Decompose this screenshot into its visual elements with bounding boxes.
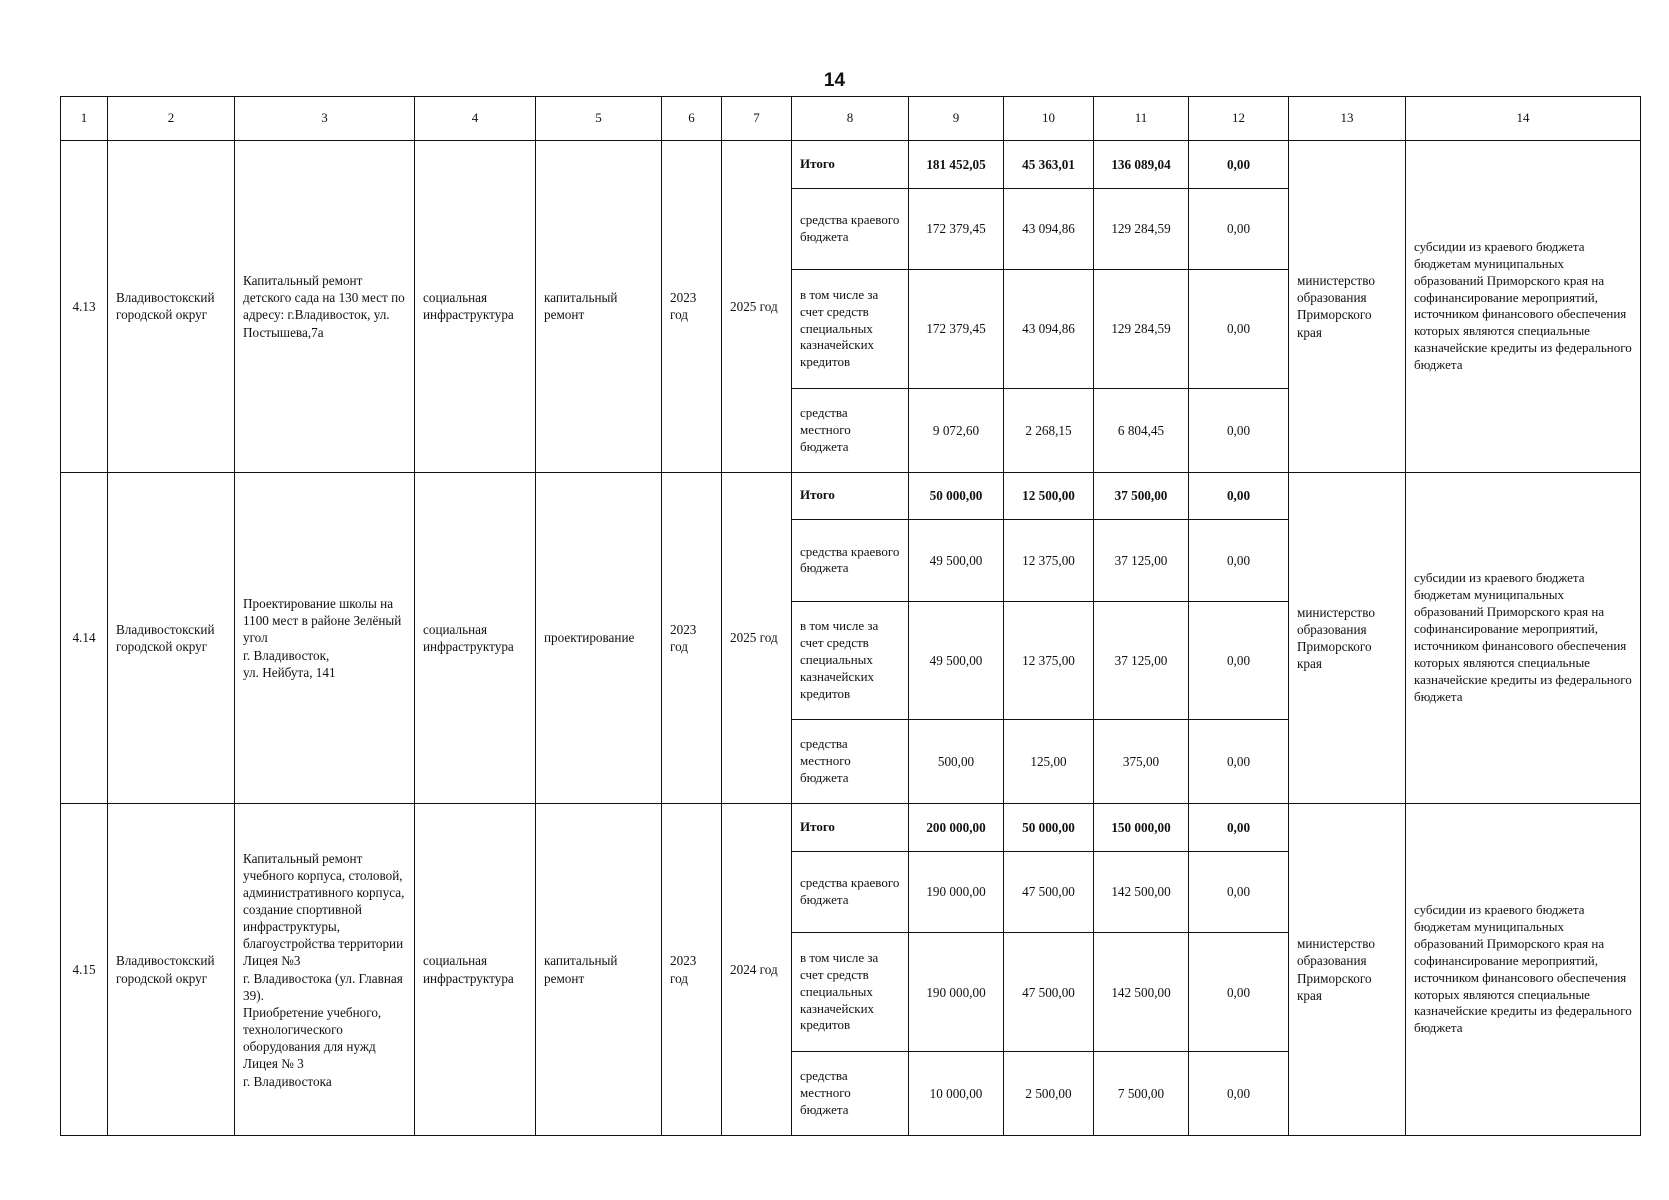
table-header-row [61, 97, 1641, 141]
amount-col10-cell: 43 094,86 [1004, 270, 1094, 388]
amount-col11-cell: 375,00 [1094, 720, 1189, 804]
amount-col9-cell: 172 379,45 [909, 270, 1004, 388]
funding-source-cell: средства местного бюджета [792, 1051, 909, 1135]
amount-col11-cell: 37 125,00 [1094, 601, 1189, 719]
column-header: 12 [1189, 97, 1289, 141]
amount-col9-cell: 50 000,00 [909, 472, 1004, 519]
record-number: 4.14 [61, 472, 108, 804]
amount-col11-cell: 37 500,00 [1094, 472, 1189, 519]
amount-col10-cell: 12 500,00 [1004, 472, 1094, 519]
amount-col12-cell: 0,00 [1189, 851, 1289, 933]
funding-source-cell: Итого [792, 141, 909, 188]
amount-col11-cell: 129 284,59 [1094, 188, 1189, 270]
column-header: 11 [1094, 97, 1189, 141]
amount-col11-cell: 142 500,00 [1094, 851, 1189, 933]
amount-col12-cell: 0,00 [1189, 188, 1289, 270]
column-header: 8 [792, 97, 909, 141]
responsible-cell: министерство образования Приморского края [1289, 804, 1406, 1136]
column-header: 6 [662, 97, 722, 141]
amount-col11-cell: 142 500,00 [1094, 933, 1189, 1051]
funding-source-cell: Итого [792, 472, 909, 519]
notes-cell: субсидии из краевого бюджета бюджетам муниципальных образований Приморского края на софинансирование мероприятий, источником финансового обеспечения которых являются специальные казначейские кредиты из федерального бюджета [1406, 804, 1641, 1136]
column-header: 14 [1406, 97, 1641, 141]
amount-col9-cell: 9 072,60 [909, 388, 1004, 472]
amount-col9-cell: 10 000,00 [909, 1051, 1004, 1135]
start-year-cell: 2023 год [662, 141, 722, 473]
column-header: 1 [61, 97, 108, 141]
amount-col10-cell: 45 363,01 [1004, 141, 1094, 188]
funding-source-cell: средства краевого бюджета [792, 188, 909, 270]
funding-source-cell: средства краевого бюджета [792, 851, 909, 933]
municipality-cell: Владивостокский городской округ [108, 472, 235, 804]
amount-col12-cell: 0,00 [1189, 720, 1289, 804]
direction-cell: социальная инфраструктура [415, 804, 536, 1136]
column-header: 10 [1004, 97, 1094, 141]
column-header: 3 [235, 97, 415, 141]
work-type-cell: капитальный ремонт [536, 804, 662, 1136]
responsible-cell: министерство образования Приморского края [1289, 472, 1406, 804]
amount-col10-cell: 50 000,00 [1004, 804, 1094, 851]
column-header: 9 [909, 97, 1004, 141]
amount-col12-cell: 0,00 [1189, 141, 1289, 188]
funding-source-cell: в том числе за счет средств специальных казначейских кредитов [792, 270, 909, 388]
amount-col12-cell: 0,00 [1189, 601, 1289, 719]
work-type-cell: проектирование [536, 472, 662, 804]
notes-cell: субсидии из краевого бюджета бюджетам муниципальных образований Приморского края на софинансирование мероприятий, источником финансового обеспечения которых являются специальные казначейские кредиты из федерального бюджета [1406, 472, 1641, 804]
record-number: 4.13 [61, 141, 108, 473]
amount-col9-cell: 49 500,00 [909, 520, 1004, 602]
amount-col9-cell: 172 379,45 [909, 188, 1004, 270]
record-number: 4.15 [61, 804, 108, 1136]
amount-col10-cell: 2 500,00 [1004, 1051, 1094, 1135]
funding-source-cell: в том числе за счет средств специальных казначейских кредитов [792, 933, 909, 1051]
end-year-cell: 2025 год [722, 472, 792, 804]
column-header: 5 [536, 97, 662, 141]
amount-col9-cell: 190 000,00 [909, 851, 1004, 933]
funding-source-cell: в том числе за счет средств специальных казначейских кредитов [792, 601, 909, 719]
amount-col12-cell: 0,00 [1189, 520, 1289, 602]
amount-col10-cell: 125,00 [1004, 720, 1094, 804]
column-header: 7 [722, 97, 792, 141]
column-header: 2 [108, 97, 235, 141]
end-year-cell: 2025 год [722, 141, 792, 473]
amount-col10-cell: 12 375,00 [1004, 601, 1094, 719]
start-year-cell: 2023 год [662, 804, 722, 1136]
direction-cell: социальная инфраструктура [415, 472, 536, 804]
page-number: 14 [823, 70, 846, 91]
table-row [61, 804, 1641, 851]
municipality-cell: Владивостокский городской округ [108, 804, 235, 1136]
table-row [61, 472, 1641, 519]
notes-cell: субсидии из краевого бюджета бюджетам муниципальных образований Приморского края на софинансирование мероприятий, источником финансового обеспечения которых являются специальные казначейские кредиты из федерального бюджета [1406, 141, 1641, 473]
funding-source-cell: средства местного бюджета [792, 388, 909, 472]
responsible-cell: министерство образования Приморского края [1289, 141, 1406, 473]
work-type-cell: капитальный ремонт [536, 141, 662, 473]
amount-col10-cell: 43 094,86 [1004, 188, 1094, 270]
object-description: Капитальный ремонт детского сада на 130 мест по адресу: г.Владивосток, ул. Постышева,7а [235, 141, 415, 473]
amount-col10-cell: 12 375,00 [1004, 520, 1094, 602]
program-table [60, 96, 1641, 1136]
amount-col9-cell: 190 000,00 [909, 933, 1004, 1051]
amount-col10-cell: 2 268,15 [1004, 388, 1094, 472]
amount-col12-cell: 0,00 [1189, 933, 1289, 1051]
amount-col12-cell: 0,00 [1189, 1051, 1289, 1135]
municipality-cell: Владивостокский городской округ [108, 141, 235, 473]
start-year-cell: 2023 год [662, 472, 722, 804]
amount-col9-cell: 200 000,00 [909, 804, 1004, 851]
funding-source-cell: средства местного бюджета [792, 720, 909, 804]
amount-col11-cell: 129 284,59 [1094, 270, 1189, 388]
funding-source-cell: средства краевого бюджета [792, 520, 909, 602]
funding-source-cell: Итого [792, 804, 909, 851]
direction-cell: социальная инфраструктура [415, 141, 536, 473]
amount-col9-cell: 49 500,00 [909, 601, 1004, 719]
amount-col10-cell: 47 500,00 [1004, 933, 1094, 1051]
amount-col12-cell: 0,00 [1189, 270, 1289, 388]
amount-col11-cell: 136 089,04 [1094, 141, 1189, 188]
amount-col11-cell: 37 125,00 [1094, 520, 1189, 602]
amount-col12-cell: 0,00 [1189, 388, 1289, 472]
amount-col11-cell: 6 804,45 [1094, 388, 1189, 472]
table-row [61, 141, 1641, 188]
amount-col12-cell: 0,00 [1189, 472, 1289, 519]
column-header: 13 [1289, 97, 1406, 141]
object-description: Капитальный ремонт учебного корпуса, столовой, административного корпуса, создание спортивной инфраструктуры, благоустройства территории Лицея №3 г. Владивостока (ул. Главная 39). Приобретение учебного, технологического оборудования для нужд Лицея № 3 г. Владивостока [235, 804, 415, 1136]
amount-col9-cell: 500,00 [909, 720, 1004, 804]
amount-col9-cell: 181 452,05 [909, 141, 1004, 188]
amount-col10-cell: 47 500,00 [1004, 851, 1094, 933]
amount-col12-cell: 0,00 [1189, 804, 1289, 851]
end-year-cell: 2024 год [722, 804, 792, 1136]
amount-col11-cell: 150 000,00 [1094, 804, 1189, 851]
object-description: Проектирование школы на 1100 мест в районе Зелёный угол г. Владивосток, ул. Нейбута, 141 [235, 472, 415, 804]
column-header: 4 [415, 97, 536, 141]
amount-col11-cell: 7 500,00 [1094, 1051, 1189, 1135]
